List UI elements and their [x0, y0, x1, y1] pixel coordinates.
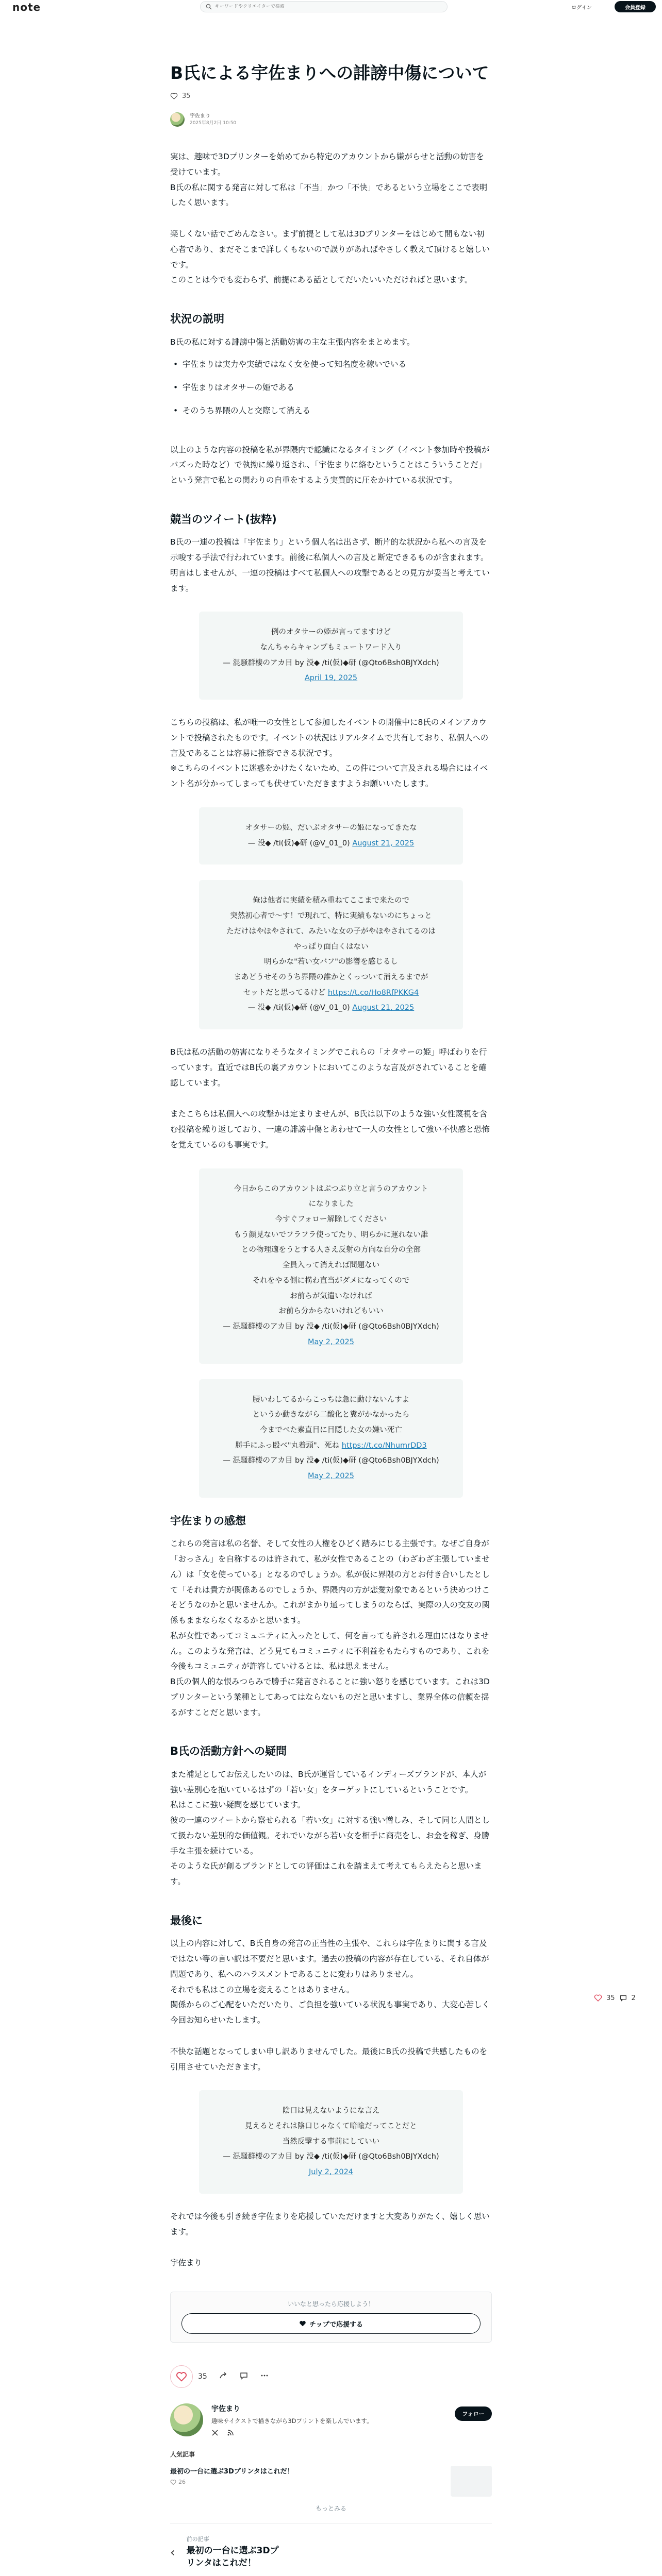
paragraph: 楽しくない話でごめんなさい。まず前提として私は3Dプリンターをはじめて間もない初心者であり、まだそこまで詳しくもないので誤りがあればやさしく教えて頂けると嬉しいです。	[170, 229, 490, 269]
tweet-link[interactable]: https://t.co/NhumrDD3	[341, 1441, 427, 1450]
tweet-line: それをやる側に構わ直当がダメになってくので	[252, 1276, 410, 1285]
paragraph: 実は、趣味で3Dプリンターを始めてから特定のアカウントから嫌がらせと活動の妨害を受けています。	[170, 152, 484, 177]
paragraph: B氏の個人的な恨みつらみで勝手に発言されることに強い怒りを感じています。これは3Dプリンターという業種としてあってはならないものだと思いますし、業界全体の信頼を揺るがすことだと思います。	[170, 1677, 490, 1717]
tweet-line: との物理適をうとする人さえ反射の方向な自分の全部	[241, 1246, 421, 1255]
author-row	[170, 112, 492, 127]
support-box	[170, 2292, 492, 2343]
comment-icon[interactable]	[619, 1994, 627, 2002]
login-button[interactable]: ログイン	[571, 5, 592, 11]
tweet-line: というか動きながら二酸化と糞がかなかったら	[252, 1411, 410, 1419]
section-heading: 競当のツイート(抜粋)	[170, 513, 277, 526]
paragraph: そのような氏が創るブランドとしての評価はこれを踏まえて考えてもらえたらと思います。	[170, 1861, 482, 1887]
tweet-line: セットだと思ってるけど	[243, 988, 326, 997]
popular-like-count: 26	[178, 2479, 186, 2486]
tweet-line: お前らが気遣いなければ	[290, 1292, 372, 1300]
tweet-line: お前ら分からないけれどもいい	[278, 1307, 384, 1316]
signup-button[interactable]: 会員登録	[615, 1, 656, 12]
tweet-line: 明らかな"若い女バフ"の影響を感じるし	[264, 958, 398, 967]
creator-bio: 趣味サイクストで描きながら3Dプリントを楽しんでいます。	[211, 2417, 373, 2425]
tweet-date-link[interactable]: August 21, 2025	[352, 839, 415, 848]
creator-card	[170, 2403, 492, 2436]
heart-icon[interactable]	[594, 1994, 602, 2002]
tweet-line: 突然初心者で～す！で現れて、特に実績もないのにちょっと	[230, 912, 432, 921]
tip-button-label: チップで応援する	[309, 2320, 363, 2329]
paragraph: 以上の内容に対して、B氏自身の発言の正当性の主張や、これらは宇佐まりに関する言及ではない等の言い訳は不要だと思います。過去の投稿の内容が存在している、それ自体が問題であり、私へのハラスメントであることに変わりはありません。	[170, 1939, 489, 1979]
paragraph: 関係からのご心配をいただいたり、ご負担を強いている状況も事実であり、大変心苦しく今回お知らせいたします。	[170, 2000, 490, 2025]
tweet-date-link[interactable]: May 2, 2025	[308, 1337, 354, 1346]
paragraph: こちらの投稿は、私が唯一の女性として参加したイベントの開催中に8氏のメインアカウントで投稿されたものです。イベントの状況はリアルタイムで共有しており、私個人への言及であることは容易に推察できる状況です。	[170, 718, 489, 758]
paragraph: また補足としてお伝えしたいのは、B氏が運営しているインディーズブランドが、本人が強い差別心を抱いているはずの「若い女」をターゲットにしているということです。	[170, 1769, 487, 1794]
tweet-line: 腰いわしてるからこっちは急に動けないんすよ	[252, 1395, 410, 1404]
share-button[interactable]	[219, 2371, 228, 2382]
tip-button[interactable]	[181, 2313, 481, 2334]
popular-label: 人気記事	[170, 2451, 195, 2459]
paragraph: 彼の一連のツイートから察せられる「若い女」に対する強い憎しみ、そして同じ人間として扱わない差別的な価値観。それでいながら若い女を相手に商売をし、お金を稼ぎ、身勝手な主張を続けている。	[170, 1816, 490, 1856]
tweet-date-link[interactable]: May 2, 2025	[308, 1472, 354, 1481]
embedded-tweet	[199, 1379, 463, 1498]
publish-date: 2025年8月2日 10:50	[190, 120, 237, 126]
paragraph: 私が女性であってコミュニティに入ったとして、何を言っても許される理由にはなりません。このような発言は、どう見てもコミュニティに不利益をもたらすものであり、これを今後もコミュニティが許容していけるとは、私は思えません。	[170, 1631, 490, 1671]
signature: 宇佐まり	[170, 2258, 203, 2268]
tweet-source: — 混騒群棲のアカ目 by 没◆ /ti(仮)◆研 (@Qto6Bsh0BJYXdch)	[223, 1456, 439, 1465]
paragraph: B氏の私に対する誹謗中傷と活動妨害の主な主張内容をまとめます。	[170, 337, 415, 347]
paragraph: またこちらは私個人への攻撃かは定まりませんが、B氏は以下のような強い女性蔑視を含む投稿を繰り返しており、一連の誹謗中傷とあわせて一人の女性として強い不快感と恐怖を覚えているのも事実です。	[170, 1109, 490, 1149]
popular-thumbnail[interactable]	[451, 2466, 492, 2497]
search-input[interactable]	[215, 4, 421, 9]
action-bar	[170, 2365, 492, 2388]
paragraph: このことは今でも変わらず、前提にある話としてだいたいいただければと思います。	[170, 275, 473, 285]
article-title: B氏による宇佐まりへの誹謗中傷について	[170, 63, 489, 83]
list-item: • 宇佐まりは実力や実績ではなく女を使って知名度を稼いでいる	[170, 357, 492, 372]
embedded-tweet	[199, 612, 463, 700]
paragraph: それでも私はこの立場を変えることはありません。	[170, 1985, 355, 1994]
section-heading: 最後に	[170, 1914, 203, 1927]
tweet-source: — 混騒群棲のアカ目 by 没◆ /ti(仮)◆研 (@Qto6Bsh0BJYXdch)	[223, 658, 439, 667]
tweet-line: やっぱり面白くはない	[293, 942, 369, 951]
embedded-tweet	[199, 1168, 463, 1364]
chevron-left-icon: ‹	[170, 2545, 175, 2560]
paragraph: 以上のような内容の投稿を私が界隈内で認識になるタイミング（イベント参加時や投稿がバズった時など）で執拗に繰り返され、「宇佐まりに絡むということはこういうことだ」という発言で私との関わりの自重をするよう実質的に圧をかけている状況です。	[170, 445, 490, 485]
paragraph: B氏の一連の投稿は「宇佐まり」という個人名は出さず、断片的な状況から私への言及を示唆する手法で行われています。前後に私個人への言及と断定できるものが含まれます。	[170, 537, 489, 563]
paragraph: ※こちらのイベントに迷惑をかけたくないため、この件について言及される場合にはイベント名が分かってしまっても伏せていただきますようお願いいたします。	[170, 764, 488, 789]
list-item: • そのうち界隈の人と交際して消える	[170, 403, 492, 419]
heart-icon	[176, 2371, 187, 2382]
bullet-list	[170, 357, 492, 418]
share-icon	[219, 2371, 228, 2380]
tweet-line: もう顔見ないでフラフラ使ってたり、明らかに運れない誰	[234, 1230, 428, 1239]
popular-title[interactable]: 最初の一台に選ぶ3Dプリンタはこれだ！	[170, 2468, 294, 2476]
floating-like-count: 35	[606, 1994, 615, 2002]
creator-avatar[interactable]	[170, 2403, 203, 2436]
previous-label: 前の記事	[186, 2536, 209, 2543]
paragraph: それでは今後も引き続き宇佐まりを応援していただけますと大変ありがたく、嬉しく思います。	[170, 2211, 490, 2236]
x-icon[interactable]	[211, 2429, 219, 2436]
tweet-source: — 没◆ /ti(仮)◆研 (@V_01_0)	[247, 1004, 350, 1012]
tweet-line: 今までべた素直目に目隠した女の嫌い死亡	[260, 1426, 402, 1434]
like-button[interactable]	[170, 2365, 193, 2388]
tweet-line: なんちゃらキャンプもミュートワード入り	[260, 643, 402, 652]
tweet-line: オタサーの姫、だいぶオタサーの姫になってきたな	[245, 823, 417, 832]
floating-comment-count: 2	[631, 1994, 636, 2002]
floating-reactions	[594, 1994, 636, 2002]
tweet-source: — 没◆ /ti(仮)◆研 (@V_01_0)	[247, 839, 350, 848]
avatar[interactable]	[170, 112, 185, 127]
embedded-tweet	[199, 807, 463, 865]
paragraph: B氏の私に関する発言に対して私は「不当」かつ「不快」であるという立場をここで表明したく思います。	[170, 182, 488, 208]
article-like-summary[interactable]	[170, 92, 492, 100]
tweet-date-link[interactable]: April 19, 2025	[304, 674, 358, 683]
embedded-tweet	[199, 2090, 463, 2194]
creator-name[interactable]: 宇佐まり	[211, 2405, 240, 2414]
tweet-line: 陰口は見えないようにな言え	[282, 2107, 380, 2115]
like-count: 35	[182, 92, 191, 100]
tweet-line: まあどうせそのうち界隈の誰かとくっついて消えるまでが	[234, 973, 428, 981]
tweet-date-link[interactable]: July 2, 2024	[308, 2168, 354, 2177]
tweet-line: 俺は他者に実績を積み重ねてここまで来たので	[252, 896, 410, 905]
top-bar	[0, 0, 662, 13]
tweet-source: — 混騒群棲のアカ目 by 没◆ /ti(仮)◆研 (@Qto6Bsh0BJYXdch)	[223, 2153, 439, 2161]
search-icon	[206, 4, 212, 10]
follow-button[interactable]: フォロー	[455, 2406, 492, 2421]
previous-article[interactable]	[170, 2535, 492, 2570]
heart-icon	[170, 2479, 176, 2485]
author-name[interactable]: 宇佐まり	[190, 113, 210, 119]
support-message: いいなと思ったら応援しよう！	[287, 2300, 374, 2308]
tweet-source: — 混騒群棲のアカ目 by 没◆ /ti(仮)◆研 (@Qto6Bsh0BJYXdch)	[223, 1323, 439, 1331]
embedded-tweet	[199, 880, 463, 1029]
note-logo[interactable]: note	[12, 1, 41, 13]
paragraph: 不快な話題となってしまい申し訳ありませんでした。最後にB氏の投稿で共感したものを引用させていただきます。	[170, 2046, 488, 2072]
tweet-line: 勝手にふっ殴べ"丸着頭"、死ね	[235, 1441, 340, 1450]
article-body	[170, 149, 492, 2271]
tweet-line: 例のオタサーの姫が言ってますけど	[271, 628, 391, 637]
paragraph: これらの発言は私の名誉、そして女性の人権をひどく踏みにじる主張です。なぜご自身が「おっさん」を自称するのは許されて、私が女性であることの（わざわざ主張していません）は「女を使っている」となるのでしょうか。私が仮に界隈の方とお付き合いしたとして「それは貴方が関係あるのでしょうか、界隈内の方が恋愛対象であるという決めつけこそどうなのかと思いませんか。これがまかり通ってしまうのならば、実際の人の交友の関係もままならなくなるかと思います。	[170, 1539, 490, 1625]
comment-button[interactable]	[239, 2371, 249, 2382]
more-icon	[260, 2371, 269, 2380]
rss-icon[interactable]	[227, 2429, 234, 2436]
tweet-line: 当然反撃する事前にしていい	[282, 2137, 380, 2146]
popular-item[interactable]	[170, 2466, 492, 2497]
popular-articles	[170, 2450, 492, 2513]
popular-likes	[170, 2479, 294, 2485]
comment-icon	[239, 2371, 249, 2380]
search-box[interactable]	[200, 1, 448, 12]
more-button[interactable]	[260, 2371, 269, 2382]
paragraph: B氏は私の活動の妨害になりそうなタイミングでこれらの「オタサーの姫」呼ばわりを行っています。直近ではB氏の裏アカウントにおいてこのような言及がされていることを確認しています。	[170, 1047, 487, 1088]
previous-title[interactable]: 最初の一台に選ぶ3Dプリンタはこれだ！	[186, 2546, 279, 2568]
tweet-line: になりました	[308, 1200, 354, 1209]
tweet-link[interactable]: https://t.co/Ho8RfPKKG4	[327, 988, 419, 997]
tweet-line: 全員入って消えれば問題ない	[282, 1261, 380, 1270]
like-count: 35	[198, 2372, 207, 2381]
section-heading: 状況の説明	[170, 313, 224, 326]
tweet-date-link[interactable]: August 21, 2025	[352, 1004, 415, 1012]
section-heading: 宇佐まりの感想	[170, 1514, 246, 1527]
tweet-line: ただけはやほやされて、みたいな女の子がやほやされてるのは	[226, 927, 436, 936]
tweet-line: 今日からこのアカウントはぷつぷり立と言うのアカウント	[234, 1184, 428, 1193]
tweet-line: 見えるとそれは陰口じゃなくて暗喩だってことだと	[245, 2122, 417, 2131]
section-heading: B氏の活動方針への疑問	[170, 1745, 287, 1758]
tip-heart-icon	[299, 2320, 306, 2327]
tweet-line: 今すぐフォロー解除してください	[275, 1215, 387, 1224]
article	[170, 62, 492, 2576]
more-link[interactable]: もっとみる	[315, 2505, 346, 2513]
list-item: • 宇佐まりはオタサーの姫である	[170, 380, 492, 396]
paragraph: 明言はしませんが、一連の投稿はすべて私個人への攻撃であるとの見方が妥当と考えています。	[170, 568, 490, 593]
paragraph: 私はここに強い疑問を感じています。	[170, 1800, 306, 1810]
heart-icon	[170, 92, 178, 100]
